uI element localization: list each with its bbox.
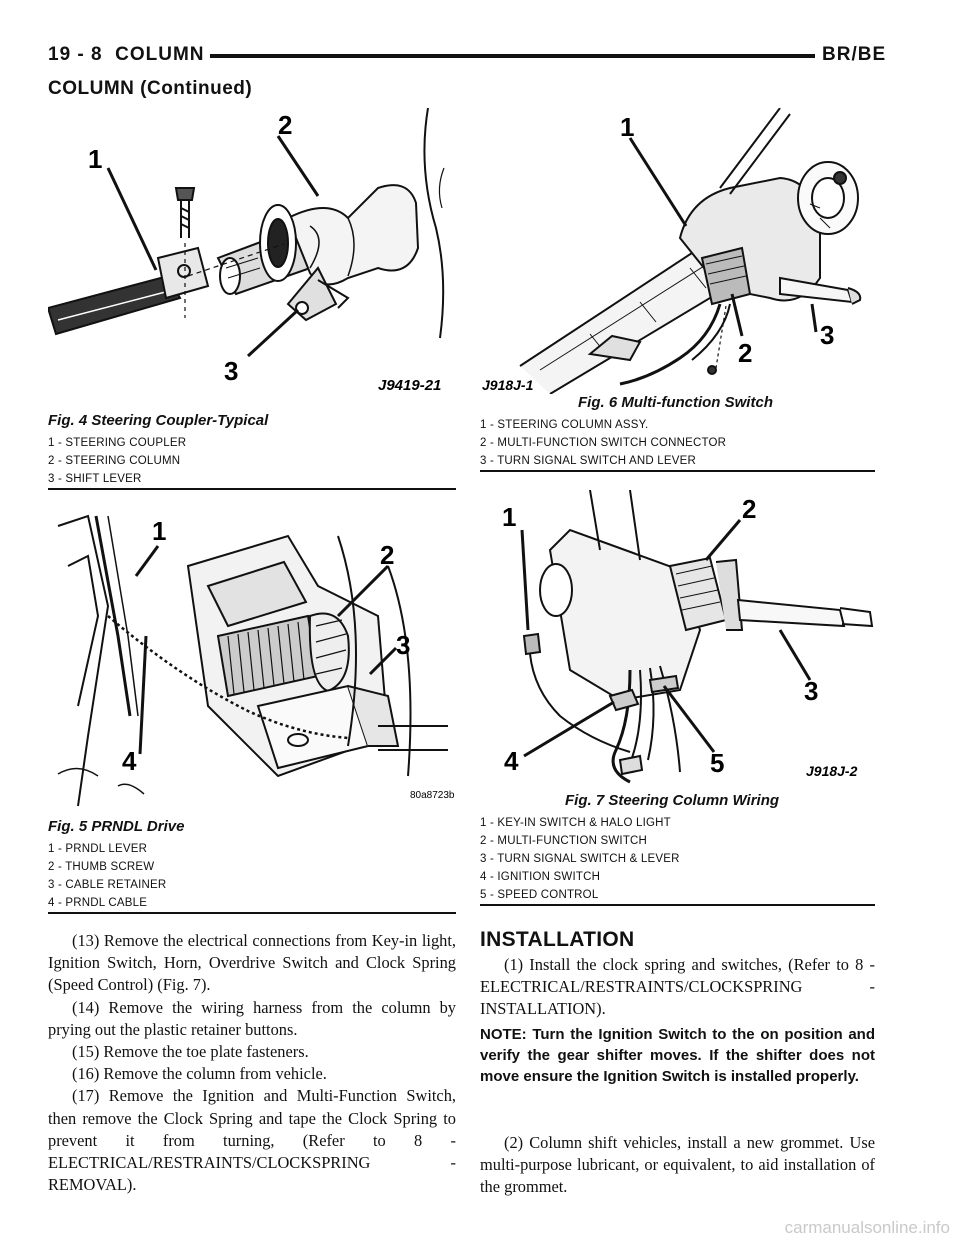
model-code: BR/BE [822, 44, 887, 65]
fig4-legend-item: 3 - SHIFT LEVER [48, 473, 142, 485]
fig5-legend-item: 4 - PRNDL CABLE [48, 897, 148, 909]
fig5-legend-item: 1 - PRNDL LEVER [48, 843, 148, 855]
installation-note: NOTE: Turn the Ignition Switch to the on position and verify the gear shifter moves. If the shifter does not move ensure the Ignition Switch is installed properly. [480, 1026, 875, 1085]
fig4-illustration [48, 108, 456, 408]
fig5-legend-item: 2 - THUMB SCREW [48, 861, 155, 873]
fig6-callout-2: 2 [738, 338, 753, 368]
page-number: 19 - 8 [48, 44, 103, 65]
fig4-code: J9419-21 [378, 377, 442, 394]
install-step-text: (2) Column shift vehicles, install a new grommet. Use multi-purpose lubricant, or equivalent, to aid installation of the grommet. [480, 1133, 875, 1197]
removal-step: (17) Remove the Ignition and Multi-Function Switch, then remove the Clock Spring and tape the Clock Spring to prevent it from turning, (Refer to 8 - ELECTRICAL/RESTRAINTS/CLOCKSPRING - REMOVAL). [48, 1086, 456, 1195]
fig7-callout-1: 1 [502, 502, 517, 532]
fig5-rule [48, 912, 456, 914]
installation-step-2 [480, 1132, 875, 1199]
fig7-legend-item: 2 - MULTI-FUNCTION SWITCH [480, 835, 648, 847]
installation-step-1 [480, 954, 875, 1021]
fig6-legend [480, 416, 875, 470]
fig7-legend-item: 5 - SPEED CONTROL [480, 889, 599, 901]
fig4-rule [48, 488, 456, 490]
fig7-callout-3: 3 [804, 676, 819, 706]
watermark: carmanualsonline.info [784, 1218, 950, 1237]
fig5-callout-1: 1 [152, 516, 167, 546]
fig5-callout-3: 3 [396, 630, 411, 660]
fig6-legend-item: 1 - STEERING COLUMN ASSY. [480, 419, 649, 431]
removal-steps [48, 930, 456, 1196]
fig6-code: J918J-1 [482, 377, 534, 393]
fig7-callout-4: 4 [504, 746, 519, 776]
removal-step: (15) Remove the toe plate fasteners. [72, 1042, 309, 1062]
fig5-callout-2: 2 [380, 540, 395, 570]
fig5-code: 80a8723b [410, 790, 455, 801]
fig4-title: Fig. 4 Steering Coupler-Typical [48, 412, 269, 429]
fig7-code: J918J-2 [806, 763, 858, 779]
fig4-callout-3: 3 [224, 356, 239, 386]
fig7-title: Fig. 7 Steering Column Wiring [565, 792, 780, 809]
fig5-legend-item: 3 - CABLE RETAINER [48, 879, 167, 891]
fig5-illustration [48, 506, 456, 808]
page-header-left [48, 44, 205, 66]
removal-step: (16) Remove the column from vehicle. [72, 1064, 327, 1084]
fig7-legend-item: 3 - TURN SIGNAL SWITCH & LEVER [480, 853, 680, 865]
fig7-legend-item: 1 - KEY-IN SWITCH & HALO LIGHT [480, 817, 671, 829]
section-name: COLUMN [115, 44, 205, 65]
fig4-callout-2: 2 [278, 110, 293, 140]
fig5-callout-4: 4 [122, 746, 137, 776]
header-rule [210, 54, 815, 58]
fig5-legend [48, 840, 456, 912]
installation-heading: INSTALLATION [480, 928, 635, 951]
fig7-rule [480, 904, 875, 906]
fig4-legend [48, 434, 456, 488]
fig7-illustration [480, 490, 875, 788]
fig4-callout-1: 1 [88, 144, 103, 174]
fig7-callout-5: 5 [710, 748, 725, 778]
fig7-legend-item: 4 - IGNITION SWITCH [480, 871, 601, 883]
install-step-text: (1) Install the clock spring and switches, (Refer to 8 - ELECTRICAL/RESTRAINTS/CLOCKSPRING - INSTALLATION). [480, 955, 875, 1019]
fig5-title: Fig. 5 PRNDL Drive [48, 818, 185, 835]
fig4-legend-item: 1 - STEERING COUPLER [48, 437, 187, 449]
fig6-illustration [480, 108, 875, 394]
fig6-legend-item: 3 - TURN SIGNAL SWITCH AND LEVER [480, 455, 696, 467]
section-title: COLUMN (Continued) [48, 78, 253, 99]
fig4-legend-item: 2 - STEERING COLUMN [48, 455, 181, 467]
fig7-legend [480, 814, 875, 904]
fig6-callout-3: 3 [820, 320, 835, 350]
fig7-callout-2: 2 [742, 494, 757, 524]
fig6-rule [480, 470, 875, 472]
fig6-legend-item: 2 - MULTI-FUNCTION SWITCH CONNECTOR [480, 437, 727, 449]
fig6-callout-1: 1 [620, 112, 635, 142]
removal-step: (14) Remove the wiring harness from the column by prying out the plastic retainer buttons. [48, 997, 456, 1039]
removal-step: (13) Remove the electrical connections from Key-in light, Ignition Switch, Horn, Overdrive Switch and Clock Spring (Speed Control) (Fig. 7). [48, 931, 456, 995]
fig6-title: Fig. 6 Multi-function Switch [578, 394, 773, 411]
